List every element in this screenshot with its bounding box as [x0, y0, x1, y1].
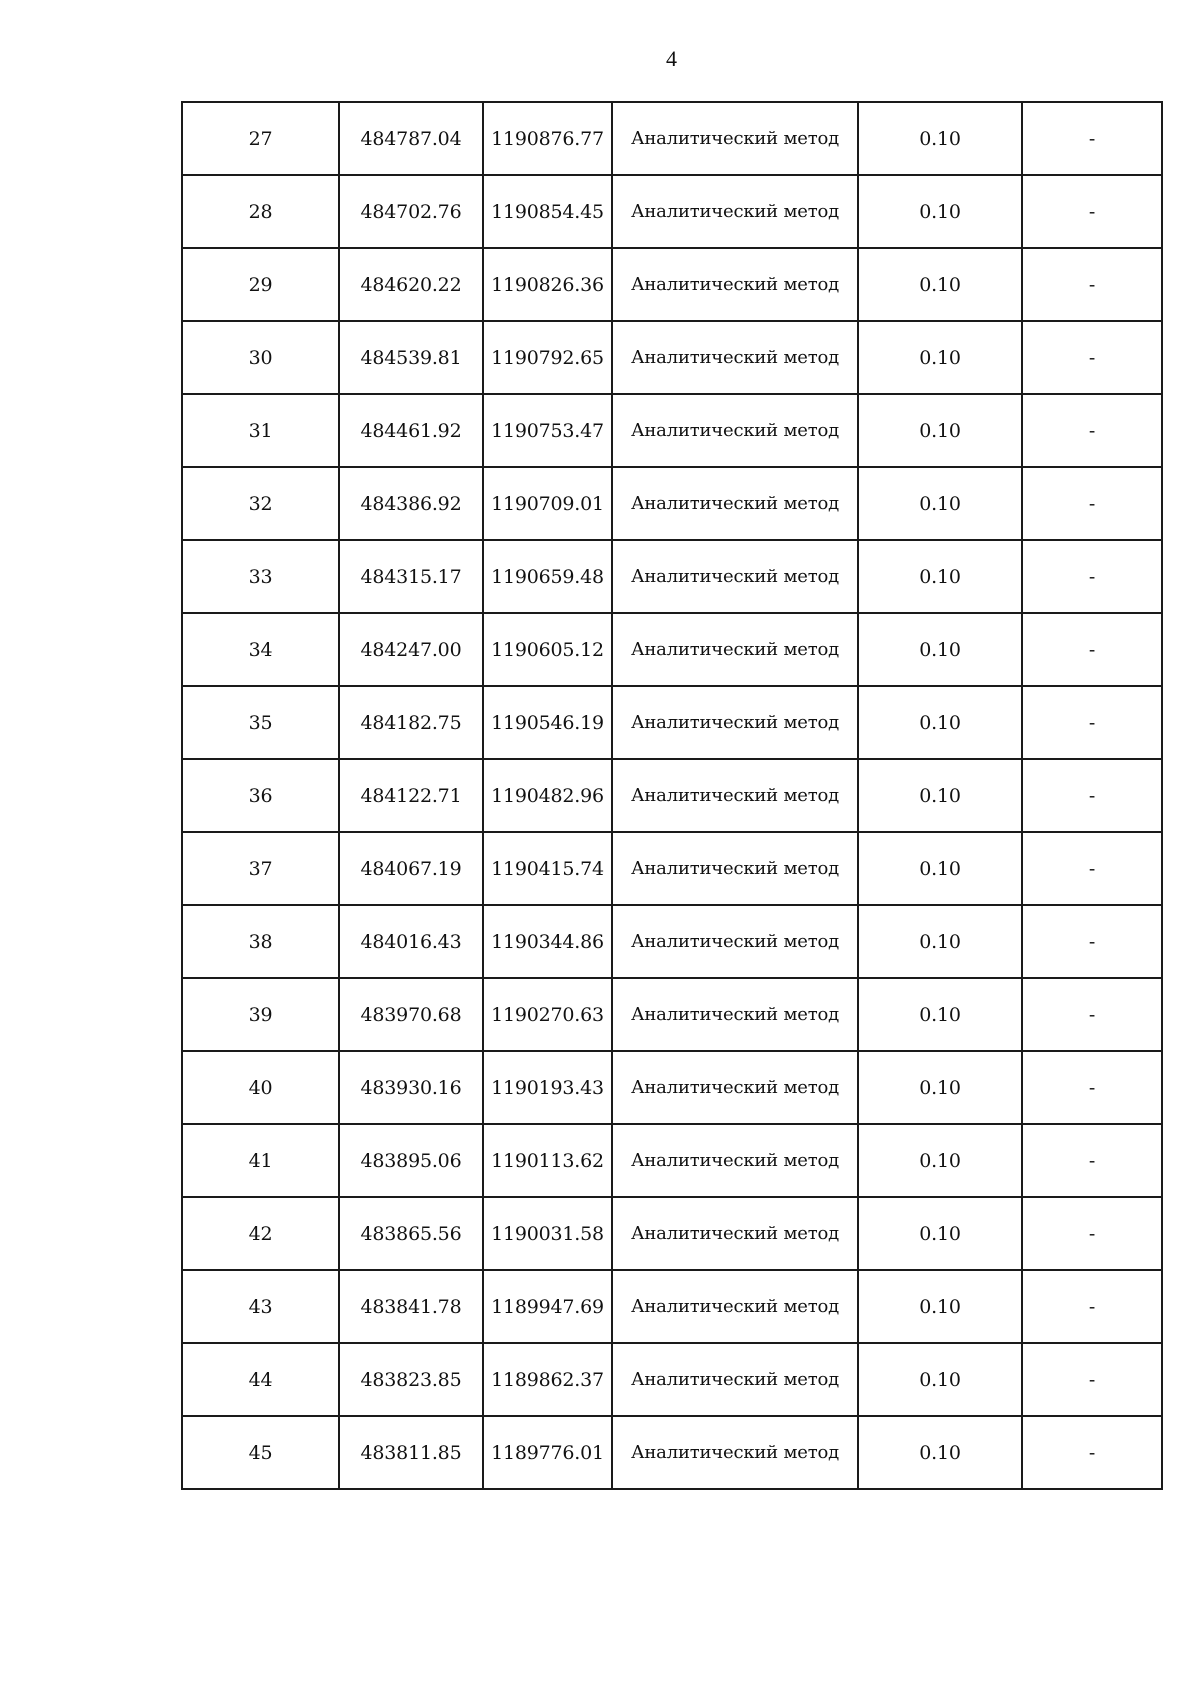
point-number-cell: 33 [182, 540, 339, 613]
point-number-cell: 30 [182, 321, 339, 394]
point-number-cell: 27 [182, 102, 339, 175]
y-coordinate-cell: 1190854.45 [483, 175, 612, 248]
description-cell: - [1022, 248, 1162, 321]
description-cell: - [1022, 1343, 1162, 1416]
method-cell: Аналитический метод [612, 1051, 858, 1124]
point-number-cell: 37 [182, 832, 339, 905]
y-coordinate-cell: 1190546.19 [483, 686, 612, 759]
point-number-cell: 36 [182, 759, 339, 832]
table-row [182, 394, 1162, 467]
x-coordinate-cell: 483970.68 [339, 978, 483, 1051]
coordinates-table-body [182, 102, 1162, 1489]
x-coordinate-cell: 484182.75 [339, 686, 483, 759]
y-coordinate-cell: 1190605.12 [483, 613, 612, 686]
y-coordinate-cell: 1190113.62 [483, 1124, 612, 1197]
point-number-cell: 29 [182, 248, 339, 321]
x-coordinate-cell: 483841.78 [339, 1270, 483, 1343]
table-row [182, 1343, 1162, 1416]
accuracy-cell: 0.10 [858, 832, 1022, 905]
x-coordinate-cell: 484386.92 [339, 467, 483, 540]
method-cell: Аналитический метод [612, 102, 858, 175]
x-coordinate-cell: 483930.16 [339, 1051, 483, 1124]
y-coordinate-cell: 1190193.43 [483, 1051, 612, 1124]
description-cell: - [1022, 1051, 1162, 1124]
point-number-cell: 44 [182, 1343, 339, 1416]
x-coordinate-cell: 484067.19 [339, 832, 483, 905]
table-row [182, 102, 1162, 175]
method-cell: Аналитический метод [612, 1343, 858, 1416]
description-cell: - [1022, 686, 1162, 759]
method-cell: Аналитический метод [612, 248, 858, 321]
x-coordinate-cell: 483895.06 [339, 1124, 483, 1197]
point-number-cell: 45 [182, 1416, 339, 1489]
y-coordinate-cell: 1190826.36 [483, 248, 612, 321]
point-number-cell: 28 [182, 175, 339, 248]
accuracy-cell: 0.10 [858, 1270, 1022, 1343]
description-cell: - [1022, 540, 1162, 613]
description-cell: - [1022, 759, 1162, 832]
method-cell: Аналитический метод [612, 832, 858, 905]
method-cell: Аналитический метод [612, 1270, 858, 1343]
table-row [182, 978, 1162, 1051]
accuracy-cell: 0.10 [858, 321, 1022, 394]
method-cell: Аналитический метод [612, 321, 858, 394]
y-coordinate-cell: 1189862.37 [483, 1343, 612, 1416]
accuracy-cell: 0.10 [858, 175, 1022, 248]
table-row [182, 1416, 1162, 1489]
x-coordinate-cell: 484247.00 [339, 613, 483, 686]
table-row [182, 540, 1162, 613]
table-row [182, 1197, 1162, 1270]
accuracy-cell: 0.10 [858, 686, 1022, 759]
x-coordinate-cell: 484787.04 [339, 102, 483, 175]
accuracy-cell: 0.10 [858, 1416, 1022, 1489]
description-cell: - [1022, 467, 1162, 540]
table-row [182, 1124, 1162, 1197]
x-coordinate-cell: 483823.85 [339, 1343, 483, 1416]
description-cell: - [1022, 394, 1162, 467]
table-row [182, 759, 1162, 832]
method-cell: Аналитический метод [612, 175, 858, 248]
accuracy-cell: 0.10 [858, 467, 1022, 540]
table-row [182, 467, 1162, 540]
y-coordinate-cell: 1190876.77 [483, 102, 612, 175]
accuracy-cell: 0.10 [858, 1197, 1022, 1270]
x-coordinate-cell: 484016.43 [339, 905, 483, 978]
accuracy-cell: 0.10 [858, 394, 1022, 467]
method-cell: Аналитический метод [612, 613, 858, 686]
description-cell: - [1022, 978, 1162, 1051]
point-number-cell: 40 [182, 1051, 339, 1124]
table-row [182, 832, 1162, 905]
description-cell: - [1022, 1416, 1162, 1489]
point-number-cell: 42 [182, 1197, 339, 1270]
coordinates-table [181, 101, 1163, 1490]
table-row [182, 905, 1162, 978]
table-row [182, 321, 1162, 394]
method-cell: Аналитический метод [612, 905, 858, 978]
y-coordinate-cell: 1190709.01 [483, 467, 612, 540]
x-coordinate-cell: 483865.56 [339, 1197, 483, 1270]
x-coordinate-cell: 484702.76 [339, 175, 483, 248]
description-cell: - [1022, 613, 1162, 686]
accuracy-cell: 0.10 [858, 1343, 1022, 1416]
y-coordinate-cell: 1190344.86 [483, 905, 612, 978]
accuracy-cell: 0.10 [858, 613, 1022, 686]
description-cell: - [1022, 1270, 1162, 1343]
method-cell: Аналитический метод [612, 686, 858, 759]
description-cell: - [1022, 175, 1162, 248]
point-number-cell: 34 [182, 613, 339, 686]
point-number-cell: 31 [182, 394, 339, 467]
accuracy-cell: 0.10 [858, 248, 1022, 321]
x-coordinate-cell: 483811.85 [339, 1416, 483, 1489]
y-coordinate-cell: 1190659.48 [483, 540, 612, 613]
table-row [182, 1051, 1162, 1124]
table-row [182, 613, 1162, 686]
y-coordinate-cell: 1190031.58 [483, 1197, 612, 1270]
table-row [182, 1270, 1162, 1343]
y-coordinate-cell: 1190482.96 [483, 759, 612, 832]
method-cell: Аналитический метод [612, 1124, 858, 1197]
point-number-cell: 35 [182, 686, 339, 759]
x-coordinate-cell: 484461.92 [339, 394, 483, 467]
description-cell: - [1022, 1124, 1162, 1197]
page-number: 4 [666, 46, 677, 71]
method-cell: Аналитический метод [612, 759, 858, 832]
description-cell: - [1022, 321, 1162, 394]
y-coordinate-cell: 1190270.63 [483, 978, 612, 1051]
table-row [182, 175, 1162, 248]
accuracy-cell: 0.10 [858, 759, 1022, 832]
accuracy-cell: 0.10 [858, 905, 1022, 978]
x-coordinate-cell: 484315.17 [339, 540, 483, 613]
method-cell: Аналитический метод [612, 394, 858, 467]
accuracy-cell: 0.10 [858, 978, 1022, 1051]
accuracy-cell: 0.10 [858, 1051, 1022, 1124]
description-cell: - [1022, 102, 1162, 175]
y-coordinate-cell: 1189947.69 [483, 1270, 612, 1343]
y-coordinate-cell: 1190753.47 [483, 394, 612, 467]
method-cell: Аналитический метод [612, 540, 858, 613]
description-cell: - [1022, 832, 1162, 905]
method-cell: Аналитический метод [612, 467, 858, 540]
table-row [182, 686, 1162, 759]
point-number-cell: 39 [182, 978, 339, 1051]
description-cell: - [1022, 1197, 1162, 1270]
accuracy-cell: 0.10 [858, 540, 1022, 613]
point-number-cell: 38 [182, 905, 339, 978]
point-number-cell: 32 [182, 467, 339, 540]
x-coordinate-cell: 484539.81 [339, 321, 483, 394]
method-cell: Аналитический метод [612, 978, 858, 1051]
accuracy-cell: 0.10 [858, 102, 1022, 175]
point-number-cell: 41 [182, 1124, 339, 1197]
x-coordinate-cell: 484122.71 [339, 759, 483, 832]
y-coordinate-cell: 1190792.65 [483, 321, 612, 394]
table-row [182, 248, 1162, 321]
y-coordinate-cell: 1189776.01 [483, 1416, 612, 1489]
method-cell: Аналитический метод [612, 1197, 858, 1270]
accuracy-cell: 0.10 [858, 1124, 1022, 1197]
point-number-cell: 43 [182, 1270, 339, 1343]
x-coordinate-cell: 484620.22 [339, 248, 483, 321]
description-cell: - [1022, 905, 1162, 978]
method-cell: Аналитический метод [612, 1416, 858, 1489]
y-coordinate-cell: 1190415.74 [483, 832, 612, 905]
